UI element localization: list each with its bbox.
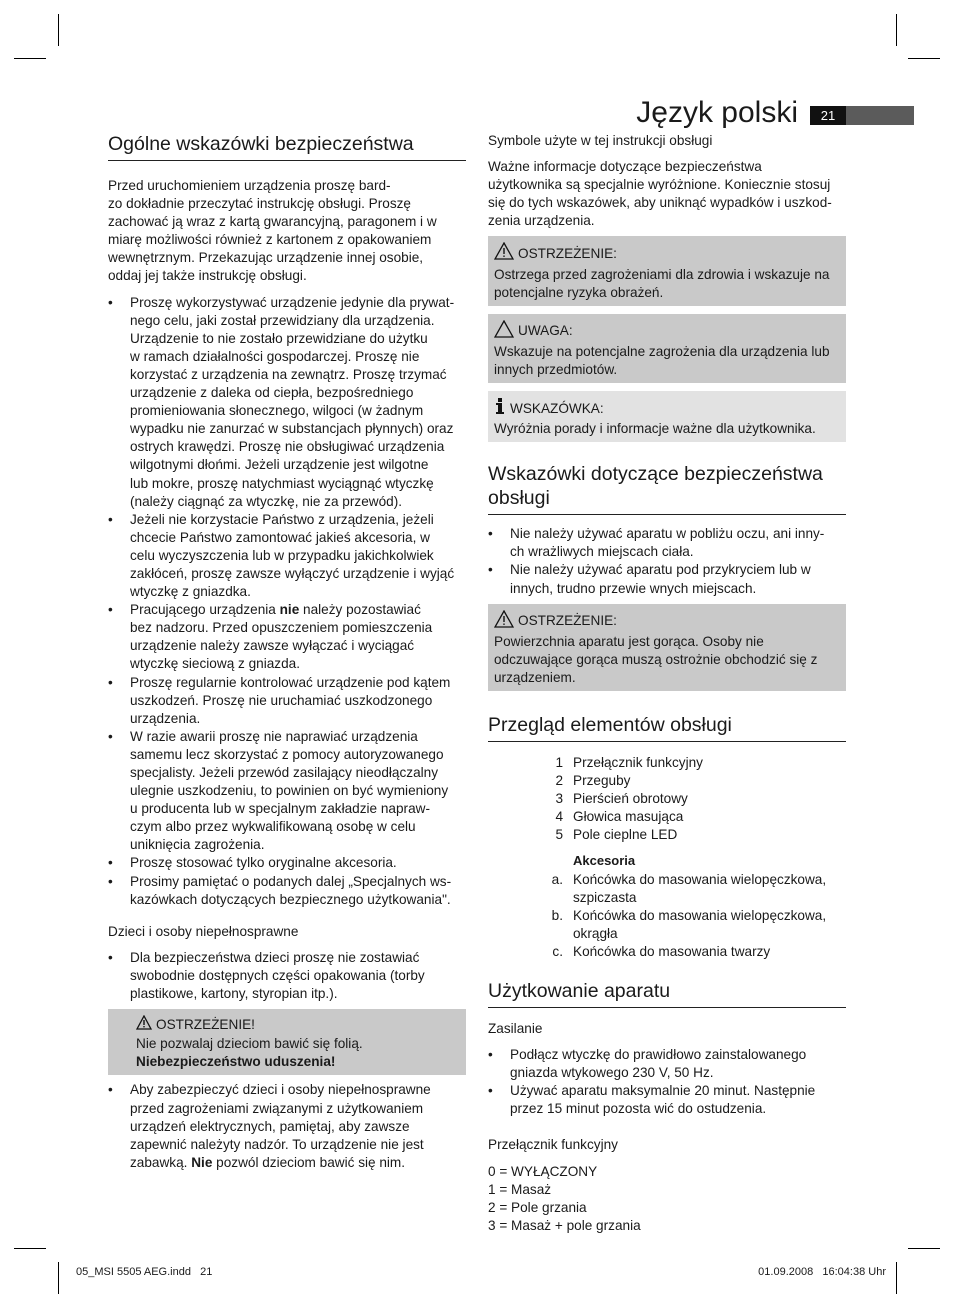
- list-item: • Prosimy pamiętać o podanych dalej „Specjalnych ws- kazówkach dotyczących bezpiecznego użytkowania".: [108, 873, 466, 909]
- item-number: 1: [555, 754, 563, 770]
- item-label: Przełącznik funkcyjny: [573, 754, 703, 770]
- crop-mark: [908, 1248, 940, 1249]
- subheading: Dzieci i osoby niepełnosprawne: [108, 923, 299, 939]
- switch-setting: 2 = Pole grzania: [488, 1199, 587, 1215]
- list-item: • Podłącz wtyczkę do prawidłowo zainstalowanego gniazda wtykowego 230 V, 50 Hz.: [488, 1046, 846, 1082]
- section-heading: Ogólne wskazówki bezpieczeństwa: [108, 132, 466, 161]
- crop-mark: [14, 58, 46, 59]
- warning-title: OSTRZEŻENIE!: [156, 1017, 255, 1033]
- text-line: Wskazuje na potencjalne zagrożenia dla urządzenia lub: [494, 343, 830, 359]
- section-heading: Użytkowanie aparatu: [488, 979, 846, 1008]
- subheading: Zasilanie: [488, 1021, 543, 1036]
- text-line: urządzeniem.: [494, 669, 576, 685]
- crop-mark: [14, 1248, 46, 1249]
- text-line: zachować ją wraz z kartą gwarancyjną, paragonem i w: [108, 214, 437, 230]
- text-line: Ważne informacje dotyczące bezpieczeństwa: [488, 159, 762, 175]
- box-text: [494, 266, 840, 302]
- switch-setting: 3 = Masaż + pole grzania: [488, 1217, 641, 1233]
- left-column: [108, 132, 466, 1172]
- text-line: innych przedmiotów.: [494, 361, 618, 377]
- symbols-intro: [488, 158, 846, 230]
- item-label: Końcówka do masowania wielopęczkowa, okrągła: [573, 907, 827, 941]
- item-number: 5: [555, 827, 563, 843]
- text-line: potencjalne ryzyka obrażeń.: [494, 284, 664, 300]
- children-list: [108, 949, 466, 1003]
- item-label: Końcówka do masowania twarzy: [573, 943, 771, 959]
- box-text: [494, 343, 840, 379]
- power-list: [488, 1046, 846, 1118]
- item-label: Pierścień obrotowy: [573, 791, 688, 807]
- text-line: Wyróżnia porady i informacje ważne dla użytkownika.: [494, 421, 816, 437]
- item-number: 4: [555, 809, 563, 825]
- tip-box: [488, 391, 846, 442]
- accessories-list: [488, 871, 846, 961]
- list-item: • Używać aparatu maksymalnie 20 minut. Następnie przez 15 minut pozosta wić do ostudzenia.: [488, 1082, 846, 1118]
- box-text: [494, 633, 840, 687]
- subheading: Przełącznik funkcyjny: [488, 1137, 618, 1153]
- item-label: Końcówka do masowania wielopęczkowa, szpiczasta: [573, 871, 827, 905]
- caution-box: [488, 314, 846, 383]
- warning-triangle-icon: [494, 242, 514, 265]
- item-number: 3: [555, 791, 563, 807]
- warning-box: [488, 236, 846, 305]
- crop-mark: [896, 1262, 897, 1294]
- item-label: Przeguby: [573, 773, 631, 789]
- text-line: Przed uruchomieniem urządzenia proszę bard-: [108, 178, 391, 193]
- text-line: Powierzchnia aparatu jest gorąca. Osoby nie: [494, 633, 764, 649]
- switch-setting: 1 = Masaż: [488, 1181, 552, 1197]
- safety-list: [108, 294, 466, 909]
- subheading: Symbole użyte w tej instrukcji obsługi: [488, 133, 713, 148]
- crop-mark: [58, 14, 59, 46]
- text-line: się do tych wskazówek, aby uniknąć wypadków i uszkod-: [488, 195, 832, 211]
- text-line: miarę możliwości również z kartonem z opakowaniem: [108, 232, 432, 248]
- warning-text: Nie pozwalaj dzieciom bawić się folią.: [136, 1036, 363, 1052]
- crop-mark: [58, 1262, 59, 1294]
- accessories-heading: Akcesoria: [573, 853, 636, 869]
- item-number: c.: [552, 943, 563, 959]
- footer-timestamp: 01.09.2008 16:04:38 Uhr: [758, 1266, 886, 1278]
- list-item: • Proszę stosować tylko oryginalne akcesoria.: [108, 854, 466, 872]
- text-line: Ostrzega przed zagrożeniami dla zdrowia i wskazuje na: [494, 266, 830, 282]
- item-label: Pole cieplne LED: [573, 827, 678, 843]
- warning-box: [488, 604, 846, 691]
- text-line: wewnętrznym. Przekazując urządzenie innej osobie,: [108, 250, 424, 266]
- warning-text-bold: Niebezpieczeństwo uduszenia!: [136, 1054, 336, 1070]
- box-title: UWAGA:: [518, 323, 573, 339]
- text-line: użytkownika są specjalnie wyróżnione. Koniecznie stosuj: [488, 177, 831, 193]
- operation-list: [488, 525, 846, 597]
- box-title: OSTRZEŻENIE:: [518, 613, 617, 629]
- box-text: [494, 420, 840, 438]
- switch-setting: 0 = WYŁĄCZONY: [488, 1163, 598, 1179]
- section-heading: Wskazówki dotyczące bezpieczeństwa obsługi: [488, 462, 846, 515]
- crop-mark: [908, 58, 940, 59]
- text-line: odczuwające gorąca muszą ostrożnie obchodzić się z: [494, 651, 818, 667]
- item-number: 2: [555, 773, 563, 789]
- intro-text: [108, 177, 466, 286]
- caution-triangle-icon: [494, 320, 514, 343]
- list-item: • Pracującego urządzenia nie należy pozostawiać bez nadzoru. Przed opuszczeniem pomieszczenia urządzenie należy zawsze wyłączać i wyciągać wtyczkę sieciową z gniazda.: [108, 601, 466, 673]
- box-title: WSKAZÓWKA:: [510, 400, 604, 416]
- crop-mark: [896, 14, 897, 46]
- page-number-tab: [810, 106, 914, 125]
- list-item: • Jeżeli nie korzystacie Państwo z urządzenia, jeżeli chcecie Państwo zamontować jakieś akcesoria, w celu wyczyszczenia lub w przypadku jakichkolwiek zakłóceń, proszę zawsze wyłączyć urządzenie i wyjąć wtyczkę z gniazdka.: [108, 511, 466, 601]
- text-line: zenia urządzenia.: [488, 213, 595, 229]
- list-item: • W razie awarii proszę nie naprawiać urządzenia samemu lecz skorzystać z pomocy autoryzowanego specjalisty. Jeżeli przewód zasilający nieodłączalny ulegnie uszkodzeniu, to powinien on być wymieniony u producenta lub w specjalnym zakładzie napraw- czym albo przez wykwalifikowaną osobę w celu uniknięcia zagrożenia.: [108, 728, 466, 855]
- warning-triangle-icon: [494, 610, 514, 633]
- box-title: OSTRZEŻENIE:: [518, 245, 617, 261]
- warning-box: [108, 1009, 466, 1075]
- list-item: • Dla bezpieczeństwa dzieci proszę nie zostawiać swobodnie dostępnych części opakowania (torby plastikowe, kartony, styropian itp.).: [108, 949, 466, 1003]
- text-line: zo dokładnie przeczytać instrukcję obsługi. Proszę: [108, 196, 411, 212]
- text-line: oddaj jej także instrukcję obsługi.: [108, 268, 307, 284]
- footer-file: 05_MSI 5505 AEG.indd 21: [76, 1266, 213, 1278]
- info-icon: [494, 397, 506, 420]
- list-item: • Aby zabezpieczyć dzieci i osoby niepełnosprawne przed zagrożeniami związanymi z użytkowaniem urządzeń elektrycznych, pamiętaj, aby zawsze zapewnić należyty nadzór. To urządzenie nie jest zabawką. Nie pozwól dzieciom bawić się nim.: [108, 1081, 466, 1171]
- elements-list: [488, 754, 846, 844]
- list-item: • Nie należy używać aparatu w pobliżu oczu, ani inny- ch wrażliwych miejscach ciała.: [488, 525, 846, 561]
- section-heading: Przegląd elementów obsługi: [488, 713, 846, 742]
- warning-triangle-icon: [136, 1015, 152, 1035]
- page-number: 21: [810, 106, 846, 125]
- item-number: b.: [551, 907, 563, 923]
- list-item: • Proszę wykorzystywać urządzenie jedynie dla prywat- nego celu, jaki został przewidziany dla urządzenia. Urządzenie to nie zostało przewidziane do użytku w ramach działalności gospodarczej. Proszę nie korzystać z urządzenia na zewnątrz. Proszę trzymać urządzenie z daleka od ciepła, bezpośredniego promieniowania słonecznego, wilgoci (w żadnym wypadku nie zanurzać w substancjach płynnych) oraz ostrych krawędzi. Proszę nie obsługiwać urządzenia wilgotnymi dłońmi. Jeżeli urządzenie jest wilgotne lub mokre, proszę natychmiast wyciągnąć wtyczkę (należy ciągnąć za wtyczkę, nie za przewód).: [108, 294, 466, 511]
- right-column: [488, 132, 846, 1235]
- item-label: Głowica masująca: [573, 809, 684, 825]
- list-item: • Nie należy używać aparatu pod przykryciem lub w innych, trudno przewie wnych miejscach.: [488, 561, 846, 597]
- children-list-2: [108, 1081, 466, 1171]
- page-title: Język polski: [636, 96, 798, 129]
- list-item: • Proszę regularnie kontrolować urządzenie pod kątem uszkodzeń. Proszę nie uruchamiać uszkodzonego urządzenia.: [108, 674, 466, 728]
- item-number: a.: [551, 871, 563, 887]
- switch-settings: [488, 1163, 846, 1235]
